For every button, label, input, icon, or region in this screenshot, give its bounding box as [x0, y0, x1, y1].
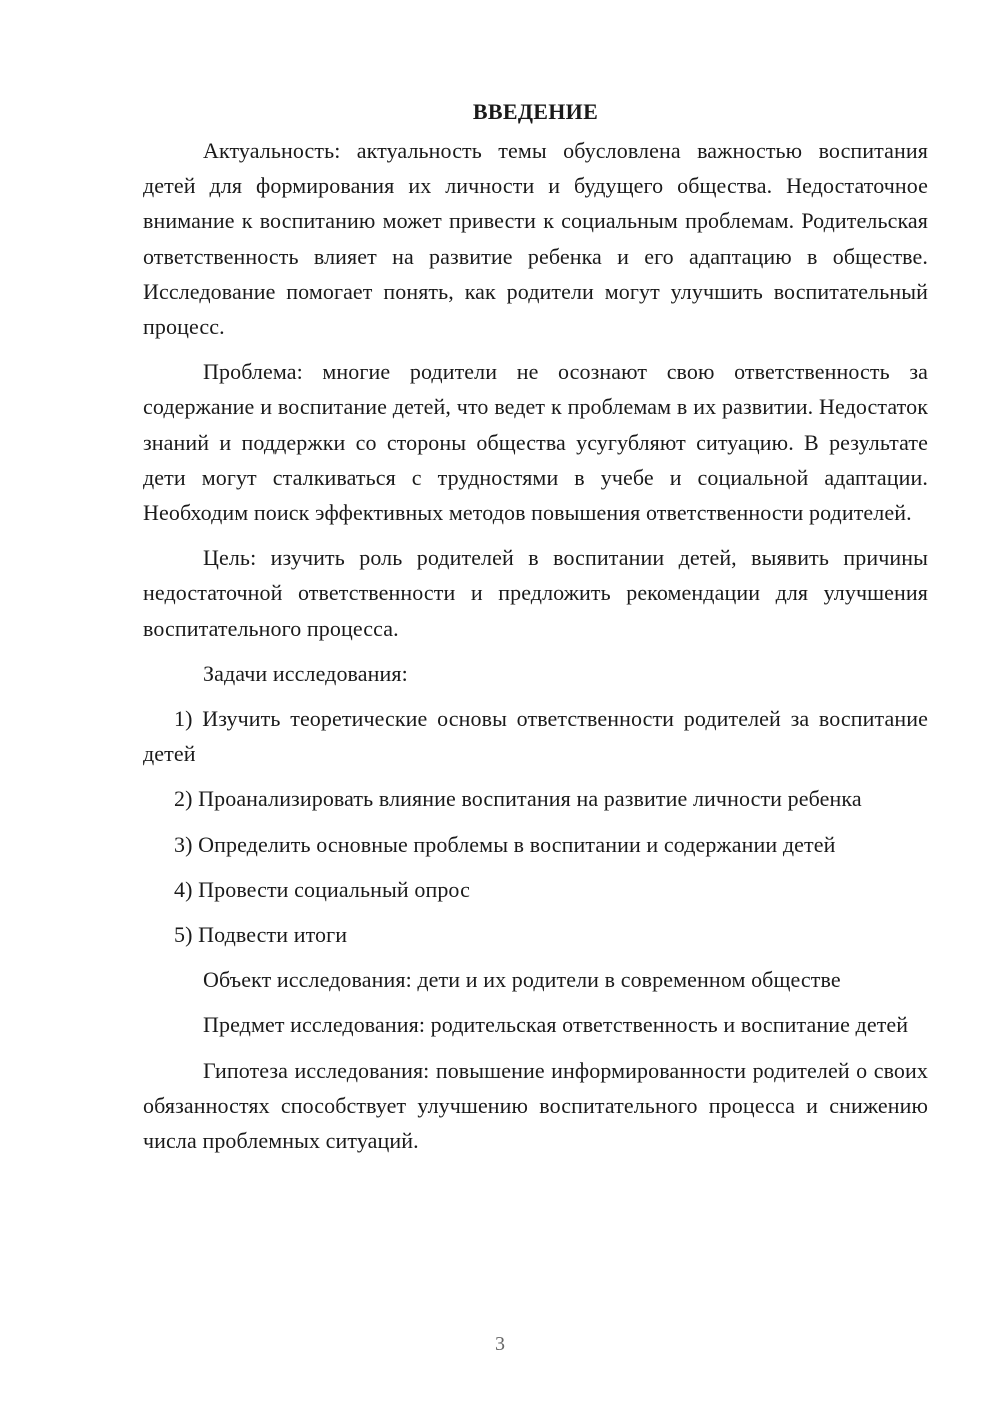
task-item-4: 4) Провести социальный опрос — [174, 876, 470, 902]
tasks-heading: Задачи исследования: — [203, 660, 408, 686]
problem-paragraph: Проблема: многие родители не осознают свою ответственность за содержание и воспитание детей, что ведет к проблемам в их развитии. Недостаток знаний и поддержки со стороны общества усугубляют ситуацию. В результате дети могут сталкиваться с трудностями в учебе и социальной адаптации. Необходим поиск эффективных методов повышения ответственности родителей. — [143, 359, 928, 526]
task-item-2: 2) Проанализировать влияние воспитания на развитие личности ребенка — [174, 786, 862, 812]
object-paragraph: Объект исследования: дети и их родители в современном обществе — [203, 967, 841, 993]
page-number: 3 — [495, 1333, 505, 1355]
hypothesis-paragraph: Гипотеза исследования: повышение информированности родителей о своих обязанностях способствует улучшению воспитательного процесса и снижению числа проблемных ситуаций. — [143, 1057, 928, 1154]
relevance-paragraph: Актуальность: актуальность темы обусловлена важностью воспитания детей для формирования их личности и будущего общества. Недостаточное внимание к воспитанию может привести к социальным проблемам. Родительская ответственность влияет на развитие ребенка и его адаптацию в обществе. Исследование помогает понять, как родители могут улучшить воспитательный процесс. — [143, 138, 928, 340]
document-page — [143, 94, 928, 1168]
page-title: ВВЕДЕНИЕ — [472, 99, 599, 124]
task-item-5: 5) Подвести итоги — [174, 922, 348, 948]
task-item-1: 1) Изучить теоретические основы ответственности родителей за воспитание детей — [143, 706, 928, 767]
subject-paragraph: Предмет исследования: родительская ответственность и воспитание детей — [203, 1012, 909, 1038]
goal-paragraph: Цель: изучить роль родителей в воспитании детей, выявить причины недостаточной ответственности и предложить рекомендации для улучшения воспитательного процесса. — [143, 545, 928, 641]
task-item-3: 3) Определить основные проблемы в воспитании и содержании детей — [174, 831, 836, 857]
